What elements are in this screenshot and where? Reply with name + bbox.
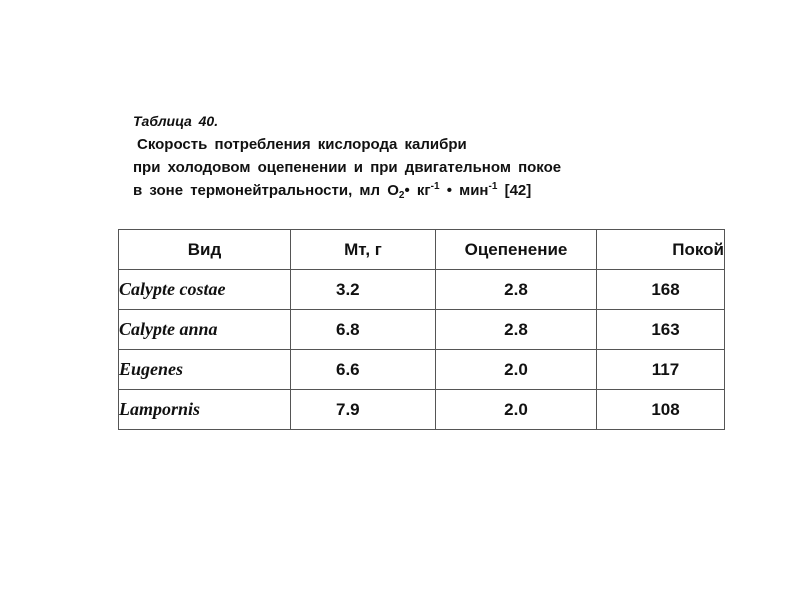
rest-cell: 163 <box>597 310 725 350</box>
exponent-min: -1 <box>488 181 498 192</box>
table-caption <box>133 110 693 202</box>
torpor-cell: 2.0 <box>436 390 597 430</box>
caption-line-1: Скорость потребления кислорода калибри <box>137 136 467 153</box>
species-cell: Calypte anna <box>119 310 291 350</box>
caption-line-3 <box>133 179 693 202</box>
torpor-cell: 2.8 <box>436 270 597 310</box>
header-torpor: Оцепенение <box>436 230 597 270</box>
mass-cell: 7.9 <box>291 390 436 430</box>
rest-cell: 108 <box>597 390 725 430</box>
mass-cell: 6.6 <box>291 350 436 390</box>
reference: [42] <box>497 182 532 199</box>
unit-min: • мин <box>439 182 489 199</box>
exponent-kg: -1 <box>430 181 440 192</box>
caption-line-2: при холодовом оцепенении и при двигательном покое <box>133 159 562 176</box>
table-row <box>119 310 725 350</box>
mass-cell: 6.8 <box>291 310 436 350</box>
table-row <box>119 270 725 310</box>
header-rest: Покой <box>597 230 725 270</box>
species-cell: Eugenes <box>119 350 291 390</box>
table-number: Таблица 40. <box>133 113 219 129</box>
species-cell: Calypte costae <box>119 270 291 310</box>
rest-cell: 117 <box>597 350 725 390</box>
header-mass: Мт, г <box>291 230 436 270</box>
rest-cell: 168 <box>597 270 725 310</box>
torpor-cell: 2.0 <box>436 350 597 390</box>
torpor-cell: 2.8 <box>436 310 597 350</box>
mass-cell: 3.2 <box>291 270 436 310</box>
table-row <box>119 390 725 430</box>
header-row <box>119 230 725 270</box>
species-cell: Lampornis <box>119 390 291 430</box>
table-row <box>119 350 725 390</box>
oxygen-consumption-table <box>118 229 725 430</box>
unit-kg: • кг <box>404 182 431 199</box>
header-species: Вид <box>119 230 291 270</box>
o2-subscript: 2 <box>398 190 405 201</box>
caption-line-3-text: в зоне термонейтральности, мл О <box>133 182 399 199</box>
